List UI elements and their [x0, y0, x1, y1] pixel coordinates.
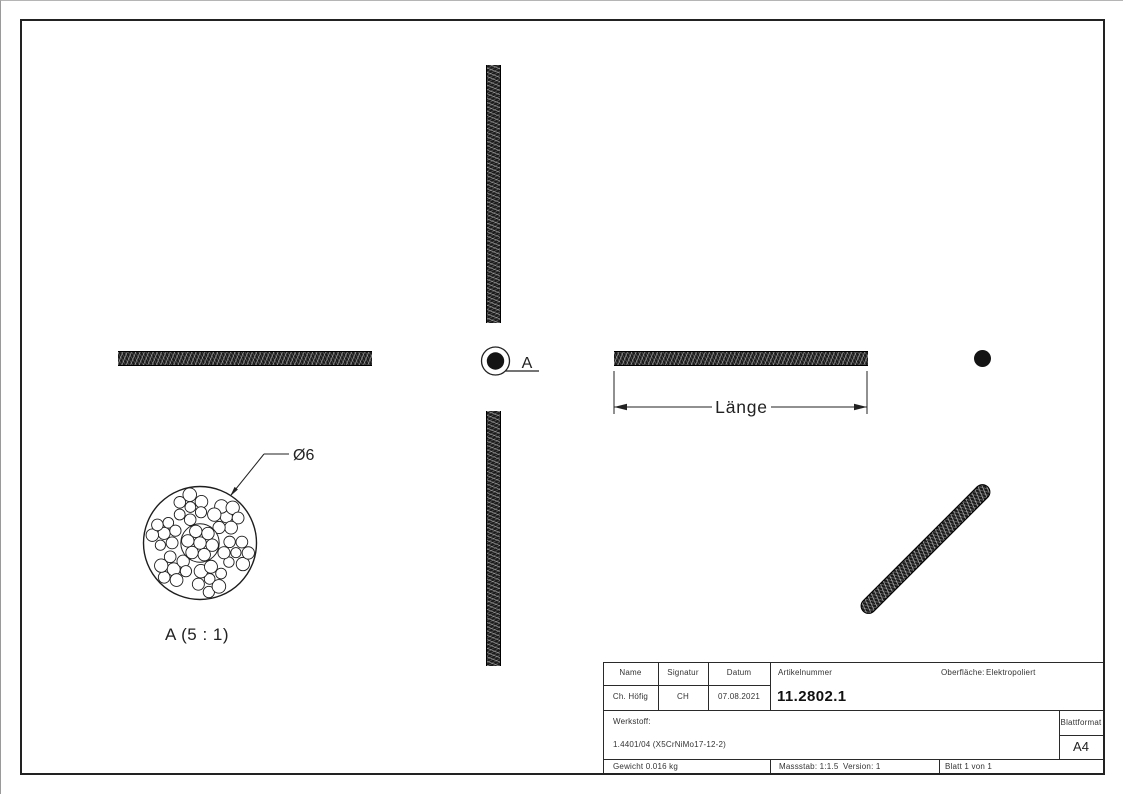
- tb-value-signature: CH: [677, 692, 689, 701]
- tb-value-surface: Elektropoliert: [986, 668, 1036, 677]
- tb-label-date: Datum: [726, 668, 752, 677]
- tb-version: Version: 1: [843, 762, 881, 771]
- detail-view-title: A (5 : 1): [164, 625, 230, 644]
- rope-end-view-dot-small: [487, 352, 504, 369]
- tb-label-material: Werkstoff:: [613, 717, 651, 726]
- tb-line: [603, 710, 1103, 711]
- rope-bottom-view: [486, 411, 501, 666]
- tb-value-sheet-format: A4: [1073, 739, 1089, 754]
- detail-view-a: [126, 431, 336, 649]
- tb-label-name: Name: [619, 668, 642, 677]
- tb-line: [1059, 735, 1103, 736]
- tb-line: [770, 759, 771, 773]
- tb-weight: Gewicht 0.016 kg: [613, 762, 679, 771]
- rope-left-view: [118, 351, 372, 366]
- tb-value-date: 07.08.2021: [717, 692, 761, 701]
- tb-line: [603, 662, 604, 773]
- length-dimension: [596, 341, 886, 421]
- tb-scale: Massstab: 1:1.5: [779, 762, 839, 771]
- tb-line: [603, 759, 1103, 760]
- tb-label-signature: Signatur: [667, 668, 699, 677]
- tb-line: [939, 759, 940, 773]
- tb-value-name: Ch. Höfig: [612, 692, 649, 701]
- rope-end-view-dot: [974, 350, 991, 367]
- rope-top-view: [486, 65, 501, 323]
- tb-label-surface: Oberfläche:: [941, 668, 985, 677]
- rope-cross-section: [144, 487, 257, 600]
- tb-value-material: 1.4401/04 (X5CrNiMo17-12-2): [613, 740, 727, 749]
- dimension-arrow-left: [614, 404, 627, 410]
- tb-line: [770, 662, 771, 710]
- tb-label-sheet-format: Blattformat: [1060, 718, 1102, 727]
- length-dimension-label: Länge: [715, 397, 768, 417]
- dimension-arrow-right: [854, 404, 867, 410]
- tb-label-article: Artikelnummer: [778, 668, 833, 677]
- diameter-label: Ø6: [293, 447, 315, 464]
- tb-sheet-number: Blatt 1 von 1: [945, 762, 993, 771]
- detail-marker: [476, 342, 551, 378]
- tb-line: [603, 685, 770, 686]
- tb-line: [603, 662, 1103, 663]
- detail-marker-label: A: [521, 355, 533, 372]
- tb-article-number: 11.2802.1: [777, 688, 847, 705]
